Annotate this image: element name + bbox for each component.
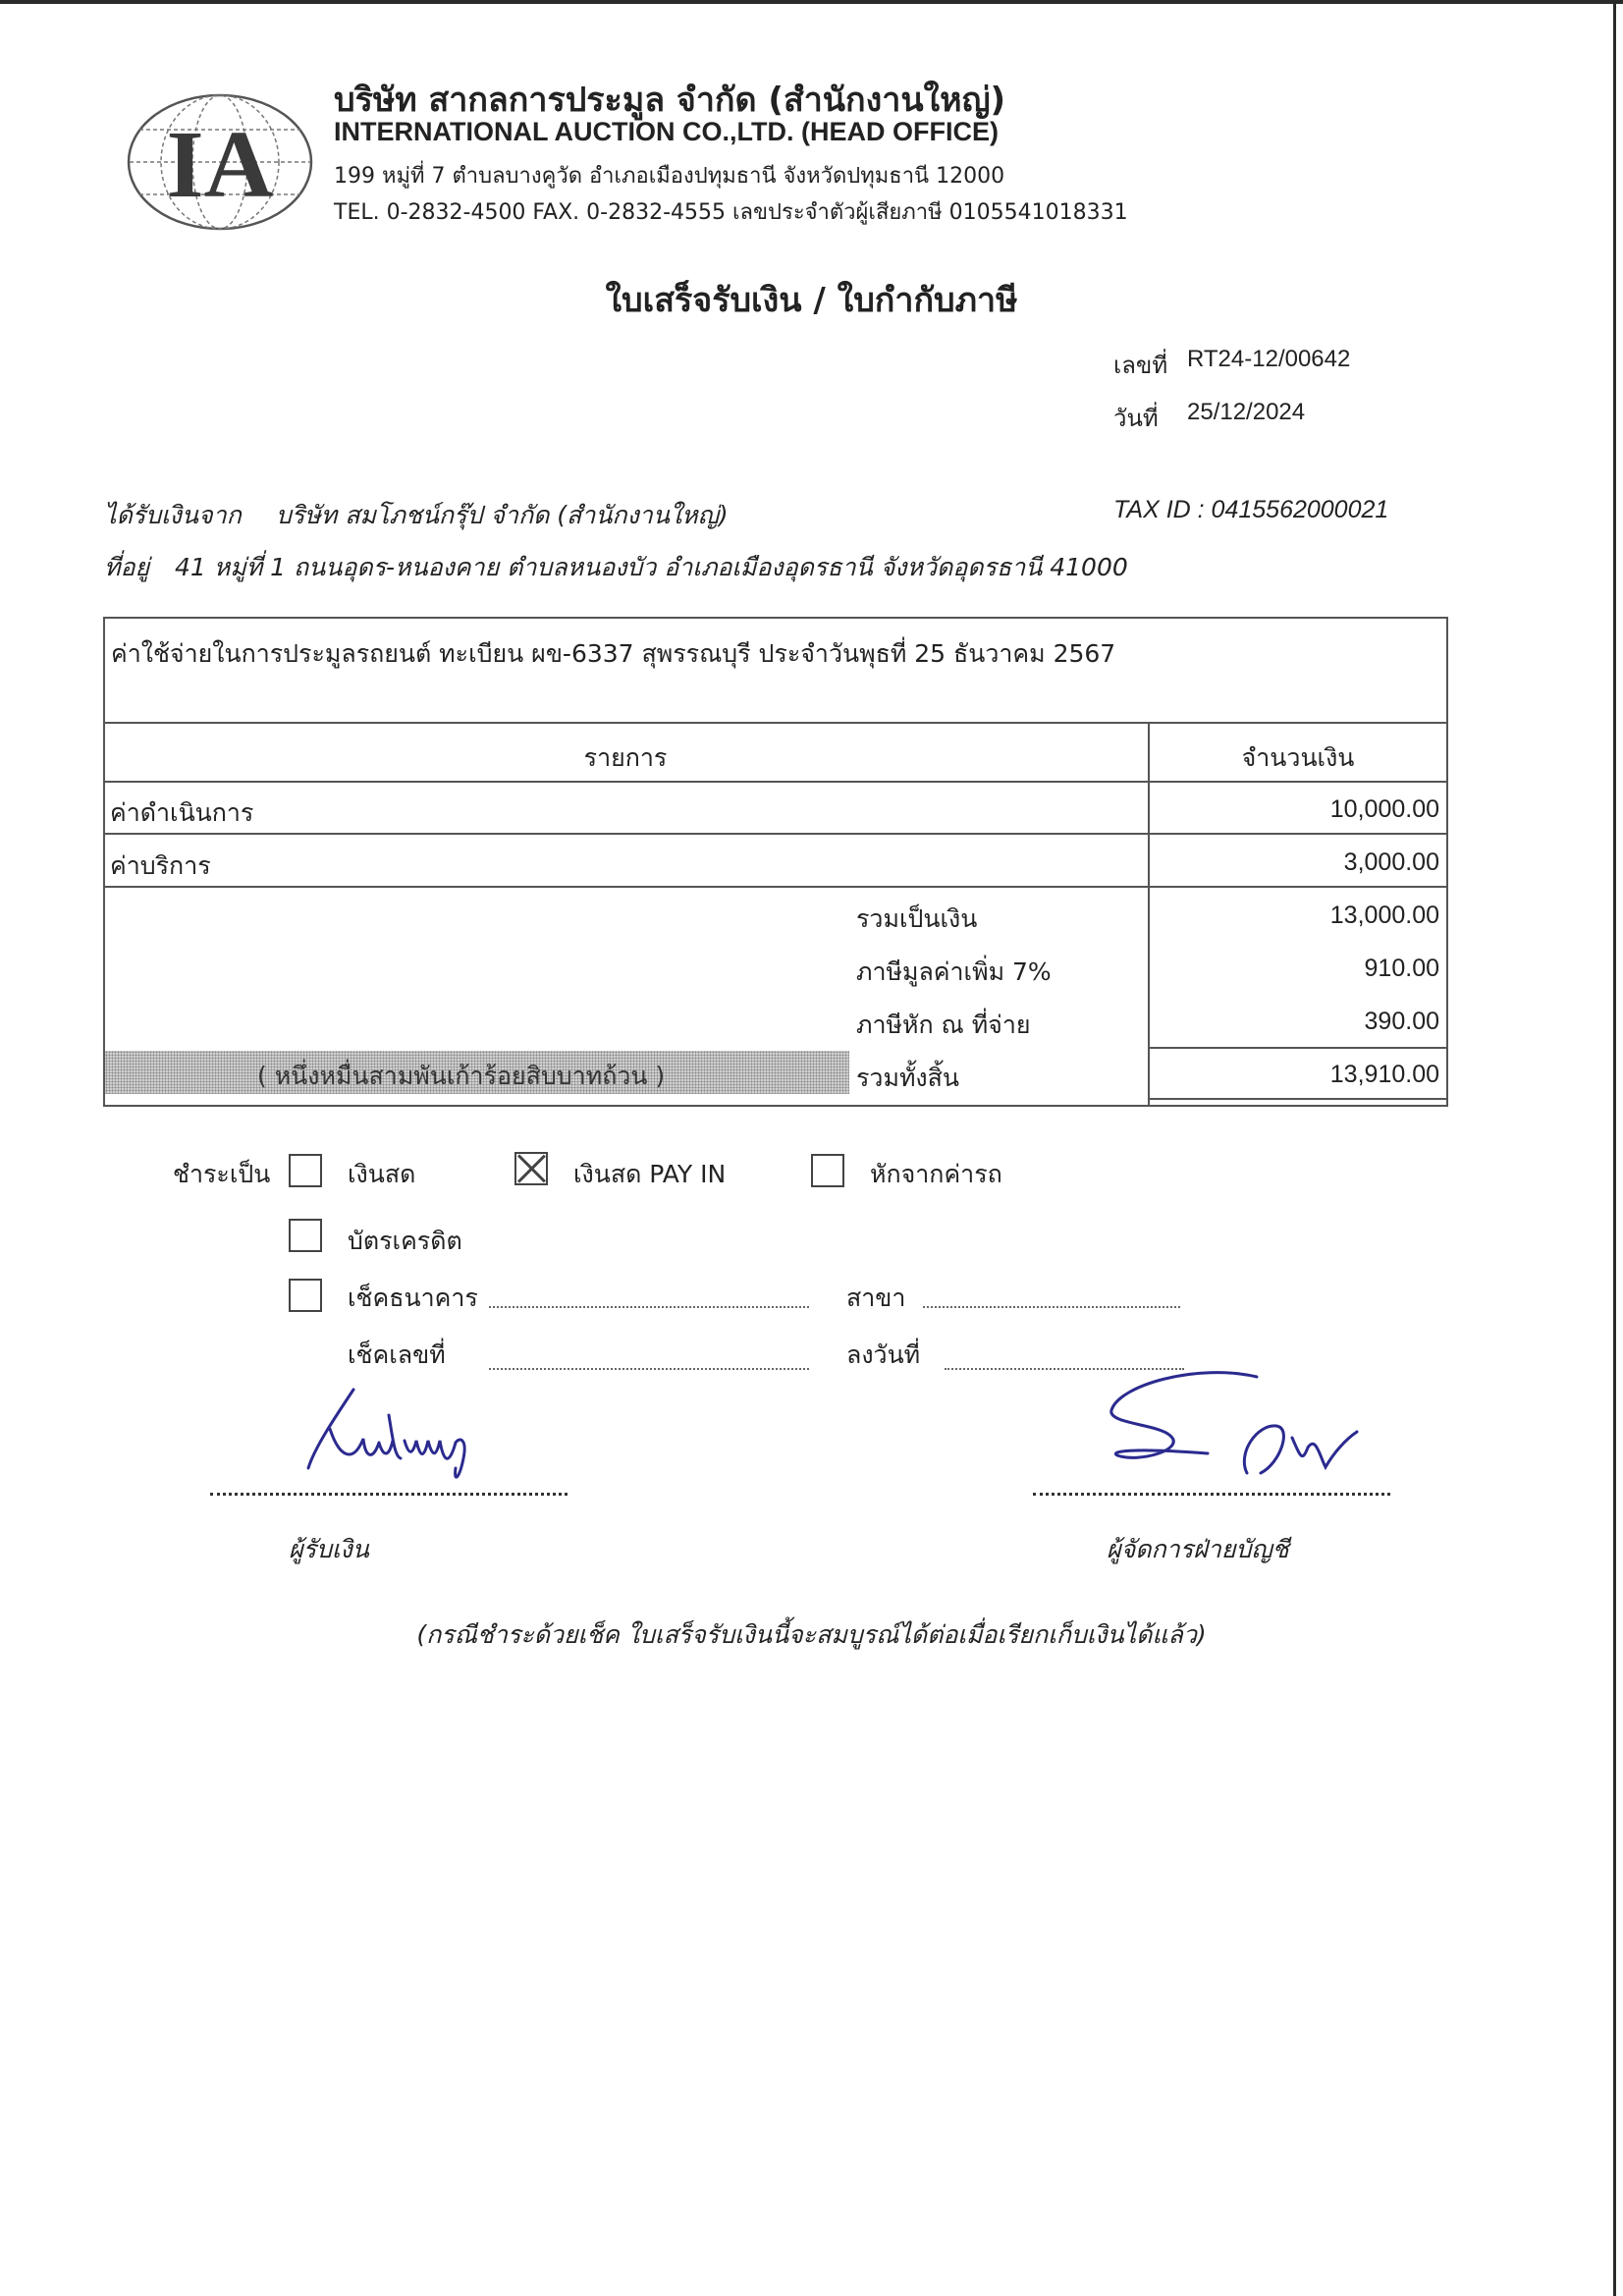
- description-text: ค่าใช้จ่ายในการประมูลรถยนต์ ทะเบียน ผข-6337 สุพรรณบุรี ประจำวันพุธที่ 25 ธันวาคม 2567: [111, 639, 1116, 668]
- col-header-amount: จำนวนเงิน: [1241, 743, 1355, 772]
- subtotal-amount: 13,000.00: [1329, 902, 1439, 929]
- total-label: รวมทั้งสิ้น: [856, 1064, 959, 1092]
- credit-card-label: บัตรเครดิต: [348, 1227, 462, 1255]
- table-divider: [1148, 722, 1150, 1107]
- col-header-item: รายการ: [583, 743, 668, 772]
- table-rule: [103, 781, 1448, 783]
- table-rule: [103, 833, 1448, 835]
- deduct-car-checkbox[interactable]: [811, 1154, 844, 1187]
- cash-checkbox[interactable]: [289, 1154, 322, 1187]
- receiver-signature-line: [210, 1493, 568, 1496]
- table-rule: [103, 886, 1448, 888]
- receiver-caption: ผู้รับเงิน: [289, 1535, 369, 1563]
- credit-card-checkbox[interactable]: [289, 1219, 322, 1252]
- bank-cheque-field[interactable]: [489, 1306, 809, 1308]
- bank-cheque-checkbox[interactable]: [289, 1279, 322, 1312]
- manager-caption: ผู้จัดการฝ่ายบัญชี: [1107, 1535, 1289, 1563]
- manager-signature-line: [1033, 1493, 1390, 1496]
- customer-name: บริษัท สมโภชน์กรุ๊ป จำกัด (สำนักงานใหญ่): [276, 501, 729, 529]
- cheque-no-field[interactable]: [489, 1368, 809, 1370]
- cheque-no-label: เช็คเลขที่: [348, 1340, 446, 1369]
- logo-lettering: IA: [166, 112, 274, 218]
- vat-amount: 910.00: [1364, 955, 1439, 982]
- doc-number-label: เลขที่: [1113, 352, 1168, 379]
- document-title: ใบเสร็จรับเงิน / ใบกำกับภาษี: [605, 281, 1018, 320]
- doc-number: RT24-12/00642: [1187, 346, 1351, 372]
- customer-tax-id: TAX ID : 0415562000021: [1113, 496, 1389, 523]
- company-name-th: บริษัท สากลการประมูล จำกัด (สำนักงานใหญ่): [334, 81, 1006, 120]
- payment-label: ชำระเป็น: [173, 1160, 271, 1188]
- doc-date: 25/12/2024: [1187, 399, 1306, 425]
- table-rule: [103, 722, 1448, 724]
- company-logo: [126, 92, 314, 232]
- received-from-label: ได้รับเงินจาก: [104, 501, 242, 529]
- manager-signature: [1100, 1365, 1394, 1488]
- subtotal-label: รวมเป็นเงิน: [856, 904, 978, 933]
- cheque-date-label: ลงวันที่: [846, 1340, 921, 1369]
- footnote: (กรณีชำระด้วยเช็ค ใบเสร็จรับเงินนี้จะสมบูรณ์ได้ต่อเมื่อเรียกเก็บเงินได้แล้ว): [416, 1620, 1207, 1649]
- address-label: ที่อยู่: [104, 553, 150, 581]
- company-contact: TEL. 0-2832-4500 FAX. 0-2832-4555 เลขประจำตัวผู้เสียภาษี 0105541018331: [334, 200, 1128, 225]
- customer-address: 41 หมู่ที่ 1 ถนนอุดร-หนองคาย ตำบลหนองบัว อำเภอเมืองอุดรธานี จังหวัดอุดรธานี 41000: [175, 553, 1128, 581]
- branch-field[interactable]: [923, 1306, 1180, 1308]
- cash-label: เงินสด: [348, 1160, 416, 1188]
- receiver-signature: [295, 1370, 511, 1488]
- table-row-label: ค่าดำเนินการ: [110, 798, 254, 827]
- table-rule: [1148, 1047, 1448, 1049]
- scan-edge-right: [1613, 0, 1616, 2296]
- bank-cheque-label: เช็คธนาคาร: [348, 1284, 478, 1312]
- table-row-label: ค่าบริการ: [110, 851, 211, 880]
- wht-label: ภาษีหัก ณ ที่จ่าย: [856, 1011, 1031, 1039]
- cash-payin-checkbox[interactable]: [514, 1152, 548, 1185]
- table-row-amount: 10,000.00: [1329, 795, 1439, 823]
- deduct-car-label: หักจากค่ารถ: [870, 1160, 1002, 1188]
- amount-in-words: ( หนึ่งหมื่นสามพันเก้าร้อยสิบบาทถ้วน ): [257, 1062, 666, 1090]
- branch-label: สาขา: [846, 1284, 906, 1312]
- doc-date-label: วันที่: [1113, 405, 1159, 432]
- company-address: 199 หมู่ที่ 7 ตำบลบางคูวัด อำเภอเมืองปทุมธานี จังหวัดปทุมธานี 12000: [334, 164, 1005, 189]
- scan-edge-top: [0, 0, 1623, 4]
- table-rule: [1148, 1098, 1448, 1100]
- cash-payin-label: เงินสด PAY IN: [573, 1160, 727, 1188]
- table-row-amount: 3,000.00: [1343, 848, 1439, 876]
- total-amount: 13,910.00: [1329, 1061, 1439, 1088]
- company-name-en: INTERNATIONAL AUCTION CO.,LTD. (HEAD OFFICE): [334, 117, 999, 146]
- wht-amount: 390.00: [1364, 1008, 1439, 1035]
- vat-label: ภาษีมูลค่าเพิ่ม 7%: [856, 957, 1052, 986]
